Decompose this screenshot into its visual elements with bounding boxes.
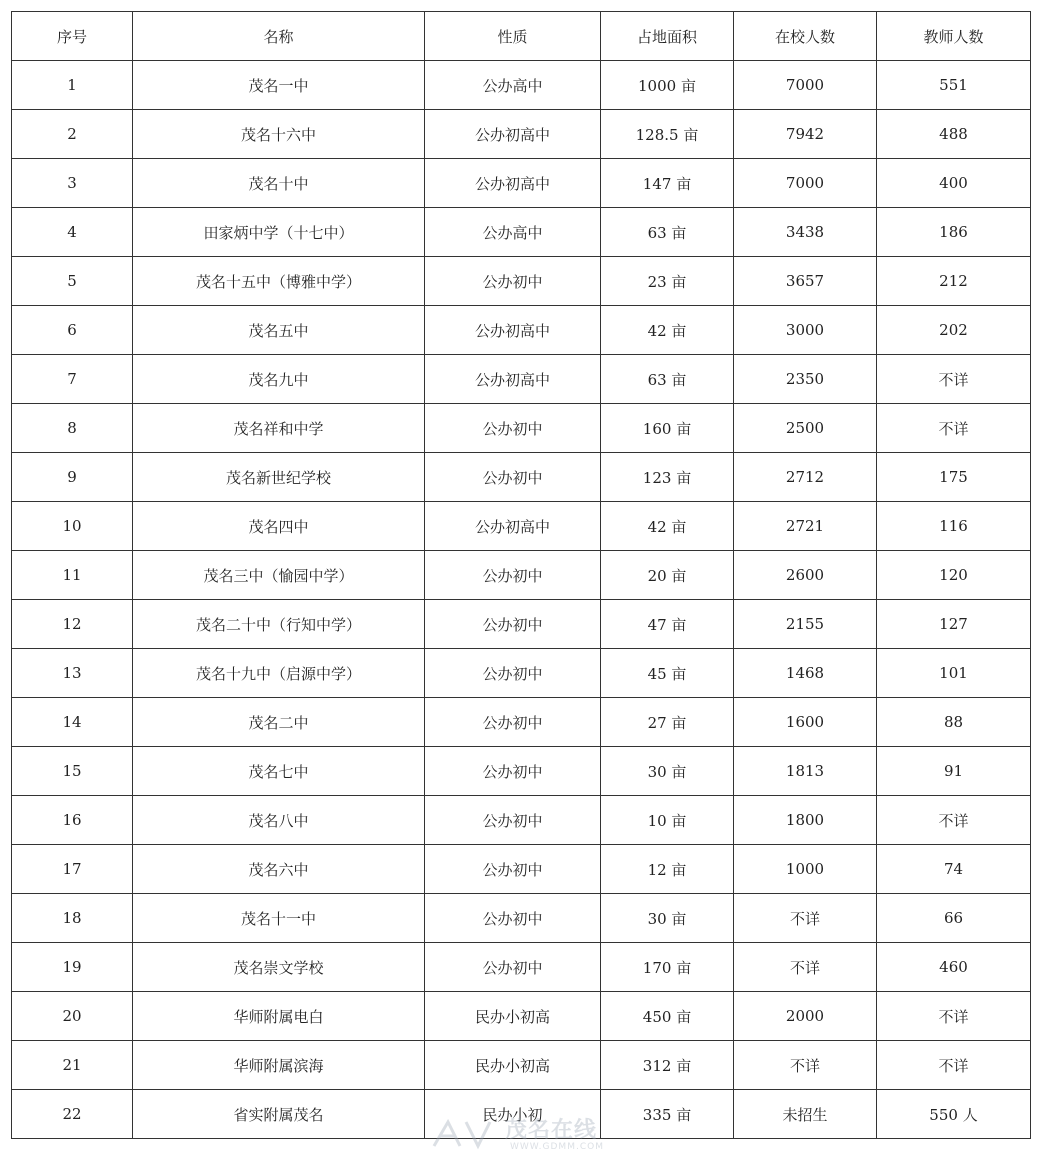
cell-area: 23 亩 [601, 257, 734, 306]
cell-name: 田家炳中学（十七中） [133, 208, 425, 257]
table-row [12, 698, 1031, 747]
cell-no: 6 [12, 306, 133, 355]
cell-area: 63 亩 [601, 355, 734, 404]
cell-teachers: 不详 [877, 355, 1031, 404]
cell-area: 47 亩 [601, 600, 734, 649]
cell-type: 公办初中 [425, 600, 601, 649]
cell-no: 19 [12, 943, 133, 992]
cell-teachers: 88 [877, 698, 1031, 747]
watermark-url: WWW.GDMM.COM [510, 1142, 604, 1152]
cell-type: 公办初高中 [425, 355, 601, 404]
cell-name: 华师附属滨海 [133, 1041, 425, 1090]
cell-no: 7 [12, 355, 133, 404]
cell-no: 10 [12, 502, 133, 551]
cell-type: 公办初高中 [425, 110, 601, 159]
cell-name: 茂名十六中 [133, 110, 425, 159]
cell-students: 7942 [734, 110, 877, 159]
cell-students: 7000 [734, 61, 877, 110]
cell-name: 省实附属茂名 [133, 1090, 425, 1139]
cell-students: 2000 [734, 992, 877, 1041]
cell-no: 15 [12, 747, 133, 796]
cell-students: 1000 [734, 845, 877, 894]
cell-students: 1813 [734, 747, 877, 796]
cell-name: 茂名五中 [133, 306, 425, 355]
table-row [12, 61, 1031, 110]
cell-students: 3438 [734, 208, 877, 257]
cell-no: 4 [12, 208, 133, 257]
cell-students: 1800 [734, 796, 877, 845]
cell-students: 未招生 [734, 1090, 877, 1139]
cell-students: 2712 [734, 453, 877, 502]
table-row [12, 894, 1031, 943]
cell-type: 民办小初 [425, 1090, 601, 1139]
cell-teachers: 不详 [877, 1041, 1031, 1090]
cell-area: 42 亩 [601, 502, 734, 551]
cell-teachers: 66 [877, 894, 1031, 943]
cell-students: 2600 [734, 551, 877, 600]
cell-teachers: 175 [877, 453, 1031, 502]
table-row [12, 257, 1031, 306]
cell-teachers: 488 [877, 110, 1031, 159]
cell-area: 63 亩 [601, 208, 734, 257]
cell-no: 12 [12, 600, 133, 649]
cell-area: 147 亩 [601, 159, 734, 208]
cell-teachers: 460 [877, 943, 1031, 992]
table-header-row [12, 12, 1031, 61]
cell-teachers: 127 [877, 600, 1031, 649]
cell-no: 2 [12, 110, 133, 159]
cell-area: 10 亩 [601, 796, 734, 845]
cell-teachers: 186 [877, 208, 1031, 257]
table-row [12, 747, 1031, 796]
table-row [12, 845, 1031, 894]
cell-no: 11 [12, 551, 133, 600]
cell-no: 3 [12, 159, 133, 208]
cell-name: 茂名新世纪学校 [133, 453, 425, 502]
cell-type: 公办初中 [425, 747, 601, 796]
cell-teachers: 551 [877, 61, 1031, 110]
cell-area: 30 亩 [601, 747, 734, 796]
table-row [12, 208, 1031, 257]
cell-type: 公办初中 [425, 894, 601, 943]
cell-students: 不详 [734, 1041, 877, 1090]
table-row [12, 551, 1031, 600]
cell-students: 不详 [734, 894, 877, 943]
cell-students: 3000 [734, 306, 877, 355]
cell-no: 1 [12, 61, 133, 110]
cell-type: 公办初高中 [425, 159, 601, 208]
cell-no: 9 [12, 453, 133, 502]
watermark-text: 茂名在线 [505, 1118, 598, 1143]
cell-type: 公办高中 [425, 61, 601, 110]
cell-area: 45 亩 [601, 649, 734, 698]
cell-name: 茂名九中 [133, 355, 425, 404]
table-row [12, 355, 1031, 404]
header-type: 性质 [425, 12, 601, 61]
cell-area: 312 亩 [601, 1041, 734, 1090]
cell-type: 公办初中 [425, 404, 601, 453]
cell-area: 450 亩 [601, 992, 734, 1041]
cell-no: 20 [12, 992, 133, 1041]
table-body [12, 61, 1031, 1139]
cell-no: 5 [12, 257, 133, 306]
cell-no: 18 [12, 894, 133, 943]
table-row [12, 306, 1031, 355]
cell-name: 茂名六中 [133, 845, 425, 894]
cell-name: 茂名二中 [133, 698, 425, 747]
cell-area: 123 亩 [601, 453, 734, 502]
cell-teachers: 212 [877, 257, 1031, 306]
table-row [12, 992, 1031, 1041]
table-row [12, 159, 1031, 208]
cell-type: 公办初中 [425, 943, 601, 992]
cell-type: 公办初中 [425, 845, 601, 894]
cell-type: 公办初中 [425, 698, 601, 747]
cell-students: 2350 [734, 355, 877, 404]
cell-teachers: 101 [877, 649, 1031, 698]
cell-students: 3657 [734, 257, 877, 306]
cell-area: 12 亩 [601, 845, 734, 894]
cell-students: 不详 [734, 943, 877, 992]
table-row [12, 796, 1031, 845]
cell-name: 茂名十五中（博雅中学） [133, 257, 425, 306]
cell-type: 公办初中 [425, 453, 601, 502]
cell-area: 160 亩 [601, 404, 734, 453]
cell-teachers: 400 [877, 159, 1031, 208]
cell-teachers: 不详 [877, 796, 1031, 845]
cell-no: 17 [12, 845, 133, 894]
cell-teachers: 91 [877, 747, 1031, 796]
cell-name: 茂名十九中（启源中学） [133, 649, 425, 698]
cell-students: 2155 [734, 600, 877, 649]
cell-name: 茂名十中 [133, 159, 425, 208]
cell-name: 华师附属电白 [133, 992, 425, 1041]
cell-no: 16 [12, 796, 133, 845]
cell-area: 335 亩 [601, 1090, 734, 1139]
cell-type: 公办初高中 [425, 502, 601, 551]
cell-students: 1600 [734, 698, 877, 747]
cell-teachers: 不详 [877, 992, 1031, 1041]
schools-table [11, 11, 1031, 1139]
cell-no: 14 [12, 698, 133, 747]
cell-teachers: 74 [877, 845, 1031, 894]
cell-students: 7000 [734, 159, 877, 208]
cell-type: 民办小初高 [425, 992, 601, 1041]
cell-teachers: 不详 [877, 404, 1031, 453]
cell-area: 20 亩 [601, 551, 734, 600]
cell-no: 8 [12, 404, 133, 453]
cell-no: 22 [12, 1090, 133, 1139]
header-students: 在校人数 [734, 12, 877, 61]
header-name: 名称 [133, 12, 425, 61]
cell-name: 茂名七中 [133, 747, 425, 796]
cell-no: 21 [12, 1041, 133, 1090]
table-row [12, 404, 1031, 453]
header-no: 序号 [12, 12, 133, 61]
table-row [12, 1041, 1031, 1090]
cell-area: 27 亩 [601, 698, 734, 747]
cell-name: 茂名一中 [133, 61, 425, 110]
cell-name: 茂名二十中（行知中学） [133, 600, 425, 649]
cell-name: 茂名三中（愉园中学） [133, 551, 425, 600]
cell-type: 民办小初高 [425, 1041, 601, 1090]
table-row [12, 110, 1031, 159]
table-row [12, 502, 1031, 551]
cell-no: 13 [12, 649, 133, 698]
cell-name: 茂名十一中 [133, 894, 425, 943]
cell-teachers: 120 [877, 551, 1031, 600]
cell-area: 42 亩 [601, 306, 734, 355]
cell-type: 公办初中 [425, 257, 601, 306]
cell-name: 茂名四中 [133, 502, 425, 551]
cell-students: 2721 [734, 502, 877, 551]
cell-students: 2500 [734, 404, 877, 453]
cell-type: 公办初中 [425, 649, 601, 698]
cell-area: 128.5 亩 [601, 110, 734, 159]
cell-teachers: 202 [877, 306, 1031, 355]
cell-students: 1468 [734, 649, 877, 698]
cell-name: 茂名祥和中学 [133, 404, 425, 453]
cell-area: 1000 亩 [601, 61, 734, 110]
table-row [12, 649, 1031, 698]
table-row [12, 943, 1031, 992]
cell-type: 公办初高中 [425, 306, 601, 355]
cell-type: 公办高中 [425, 208, 601, 257]
table-row [12, 600, 1031, 649]
cell-type: 公办初中 [425, 796, 601, 845]
cell-teachers: 550 人 [877, 1090, 1031, 1139]
cell-teachers: 116 [877, 502, 1031, 551]
header-teachers: 教师人数 [877, 12, 1031, 61]
table-row [12, 453, 1031, 502]
table-row [12, 1090, 1031, 1139]
cell-name: 茂名八中 [133, 796, 425, 845]
cell-name: 茂名崇文学校 [133, 943, 425, 992]
cell-area: 170 亩 [601, 943, 734, 992]
cell-area: 30 亩 [601, 894, 734, 943]
cell-type: 公办初中 [425, 551, 601, 600]
header-area: 占地面积 [601, 12, 734, 61]
